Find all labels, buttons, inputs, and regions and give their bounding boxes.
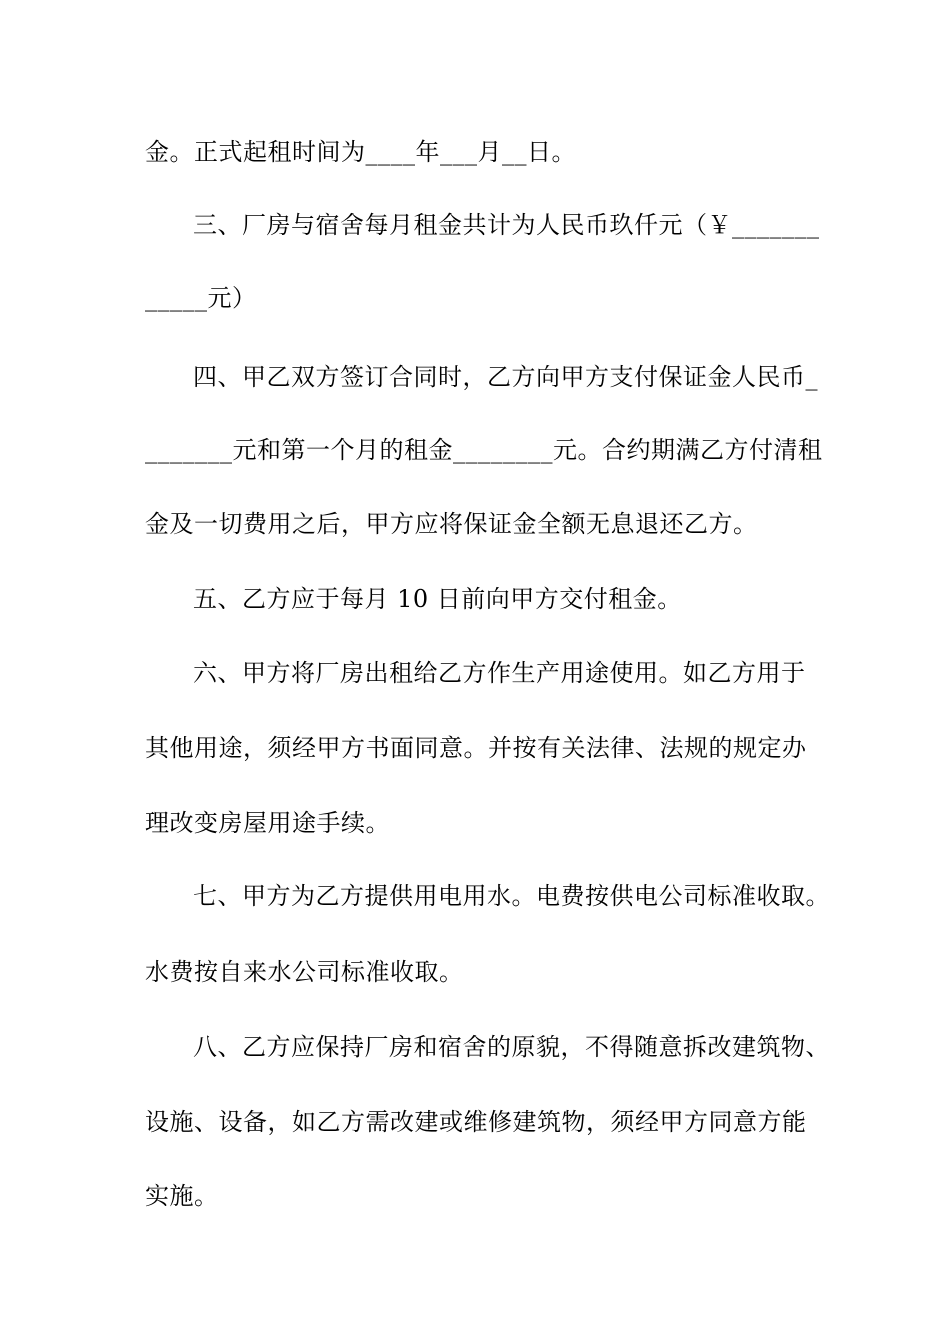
clause-7-line-1: 七、甲方为乙方提供用电用水。电费按供电公司标准收取。 [193,882,830,910]
clause-4-line-3: 金及一切费用之后，甲方应将保证金全额无息退还乙方。 [145,510,758,538]
clause-8-line-3: 实施。 [145,1182,219,1210]
clause-6-line-3: 理改变房屋用途手续。 [145,809,390,837]
clause-4-line-2: _______元和第一个月的租金________元。合约期满乙方付清租 [145,436,823,464]
clause-3-line-2: _____元） [145,284,257,312]
clause-4-line-1: 四、甲乙双方签订合同时，乙方向甲方支付保证金人民币_ [193,363,818,391]
clause-5-line-1: 五、乙方应于每月 10 日前向甲方交付租金。 [193,585,682,613]
clause-7-line-2: 水费按自来水公司标准收取。 [145,958,464,986]
clause-8-line-2: 设施、设备，如乙方需改建或维修建筑物，须经甲方同意方能 [145,1108,807,1136]
text-line: 金。正式起租时间为____年___月__日。 [145,138,576,166]
clause-6-line-2: 其他用途，须经甲方书面同意。并按有关法律、法规的规定办 [145,734,807,762]
clause-8-line-1: 八、乙方应保持厂房和宿舍的原貌，不得随意拆改建筑物、 [193,1033,830,1061]
clause-6-line-1: 六、甲方将厂房出租给乙方作生产用途使用。如乙方用于 [193,659,806,687]
clause-3-line-1: 三、厂房与宿舍每月租金共计为人民币玖仟元（￥_______ [193,211,820,239]
